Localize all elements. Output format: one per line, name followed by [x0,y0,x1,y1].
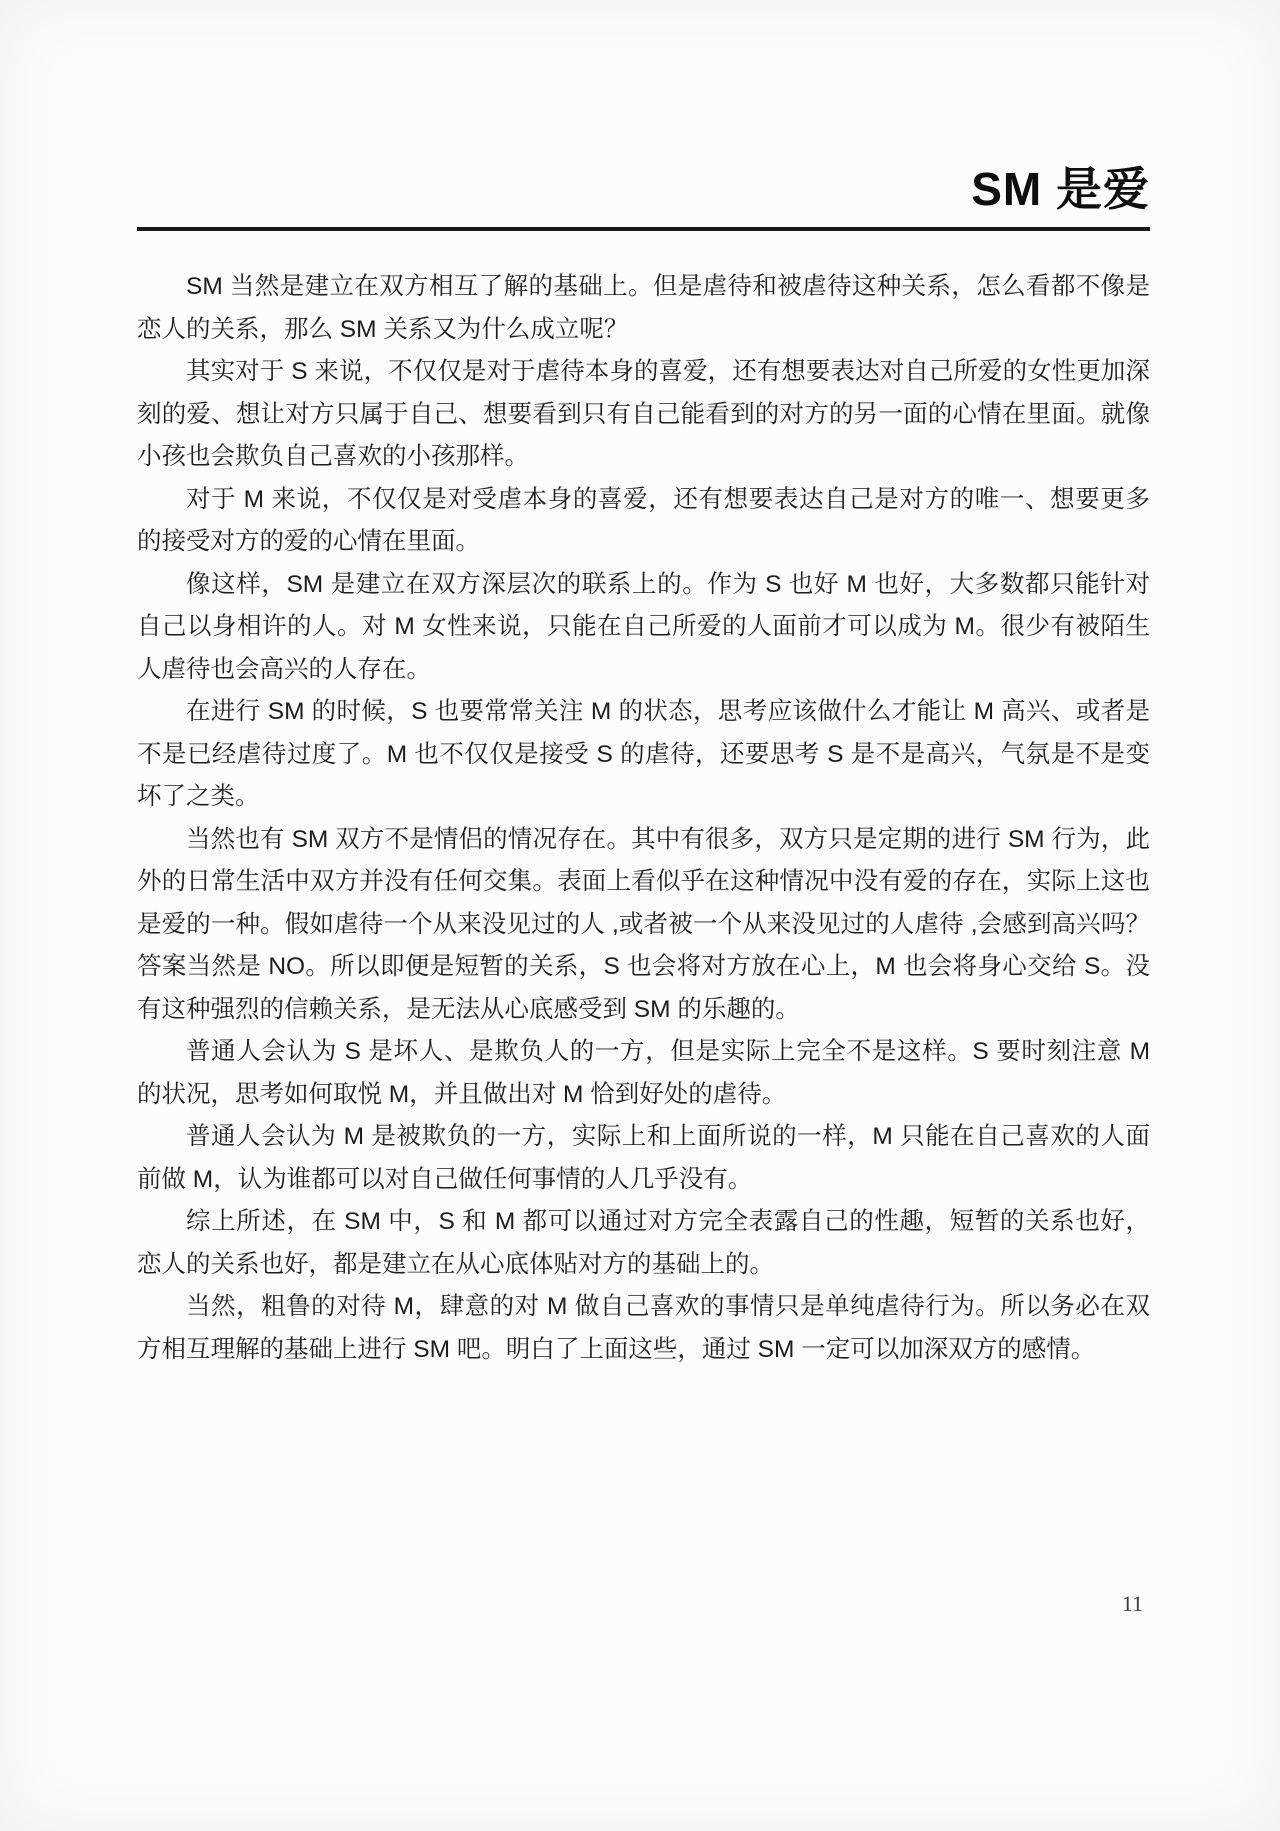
body-paragraph: SM 当然是建立在双方相互了解的基础上。但是虐待和被虐待这种关系，怎么看都不像是恋人的关系，那么 SM 关系又为什么成立呢？ [137,273,1150,343]
body-paragraph: 当然，粗鲁的对待 M，肆意的对 M 做自己喜欢的事情只是单纯虐待行为。所以务必在双方相互理解的基础上进行 SM 吧。明白了上面这些，通过 SM 一定可以加深双方的感情。 [137,1293,1150,1363]
document-body [137,266,1150,1371]
body-paragraph: 综上所述，在 SM 中，S 和 M 都可以通过对方完全表露自己的性趣，短暂的关系也好，恋人的关系也好，都是建立在从心底体贴对方的基础上的。 [137,1208,1150,1278]
body-paragraph: 普通人会认为 M 是被欺负的一方，实际上和上面所说的一样，M 只能在自己喜欢的人面前做 M，认为谁都可以对自己做任何事情的人几乎没有。 [137,1123,1150,1193]
body-paragraph: 其实对于 S 来说，不仅仅是对于虐待本身的喜爱，还有想要表达对自己所爱的女性更加深刻的爱、想让对方只属于自己、想要看到只有自己能看到的对方的另一面的心情在里面。就像小孩也会欺负自己喜欢的小孩那样。 [137,358,1150,470]
body-paragraph: 对于 M 来说，不仅仅是对受虐本身的喜爱，还有想要表达自己是对方的唯一、想要更多的接受对方的爱的心情在里面。 [137,485,1150,555]
body-paragraph: 在进行 SM 的时候，S 也要常常关注 M 的状态，思考应该做什么才能让 M 高兴、或者是不是已经虐待过度了。M 也不仅仅是接受 S 的虐待，还要思考 S 是不是高兴，气氛是不是变坏了之类。 [137,698,1150,810]
page-number: 11 [1121,1591,1143,1616]
body-paragraph: 当然也有 SM 双方不是情侣的情况存在。其中有很多，双方只是定期的进行 SM 行为，此外的日常生活中双方并没有任何交集。表面上看似乎在这种情况中没有爱的存在，实际上这也是爱的一种。假如虐待一个从来没见过的人 ,或者被一个从来没见过的人虐待 ,会感到高兴吗？答案当然是 NO。所以即便是短暂的关系，S 也会将对方放在心上，M 也会将身心交给 S。没有这种强烈的信赖关系，是无法从心底感受到 SM 的乐趣的。 [137,825,1150,1023]
page-title: SM 是爱 [971,163,1150,215]
body-paragraph: 像这样，SM 是建立在双方深层次的联系上的。作为 S 也好 M 也好，大多数都只能针对自己以身相许的人。对 M 女性来说，只能在自己所爱的人面前才可以成为 M。很少有被陌生人虐待也会高兴的人存在。 [137,570,1150,683]
header-divider [137,227,1150,231]
body-paragraph: 普通人会认为 S 是坏人、是欺负人的一方，但是实际上完全不是这样。S 要时刻注意 M 的状况，思考如何取悦 M，并且做出对 M 恰到好处的虐待。 [137,1038,1150,1108]
page-content [137,0,1150,1371]
